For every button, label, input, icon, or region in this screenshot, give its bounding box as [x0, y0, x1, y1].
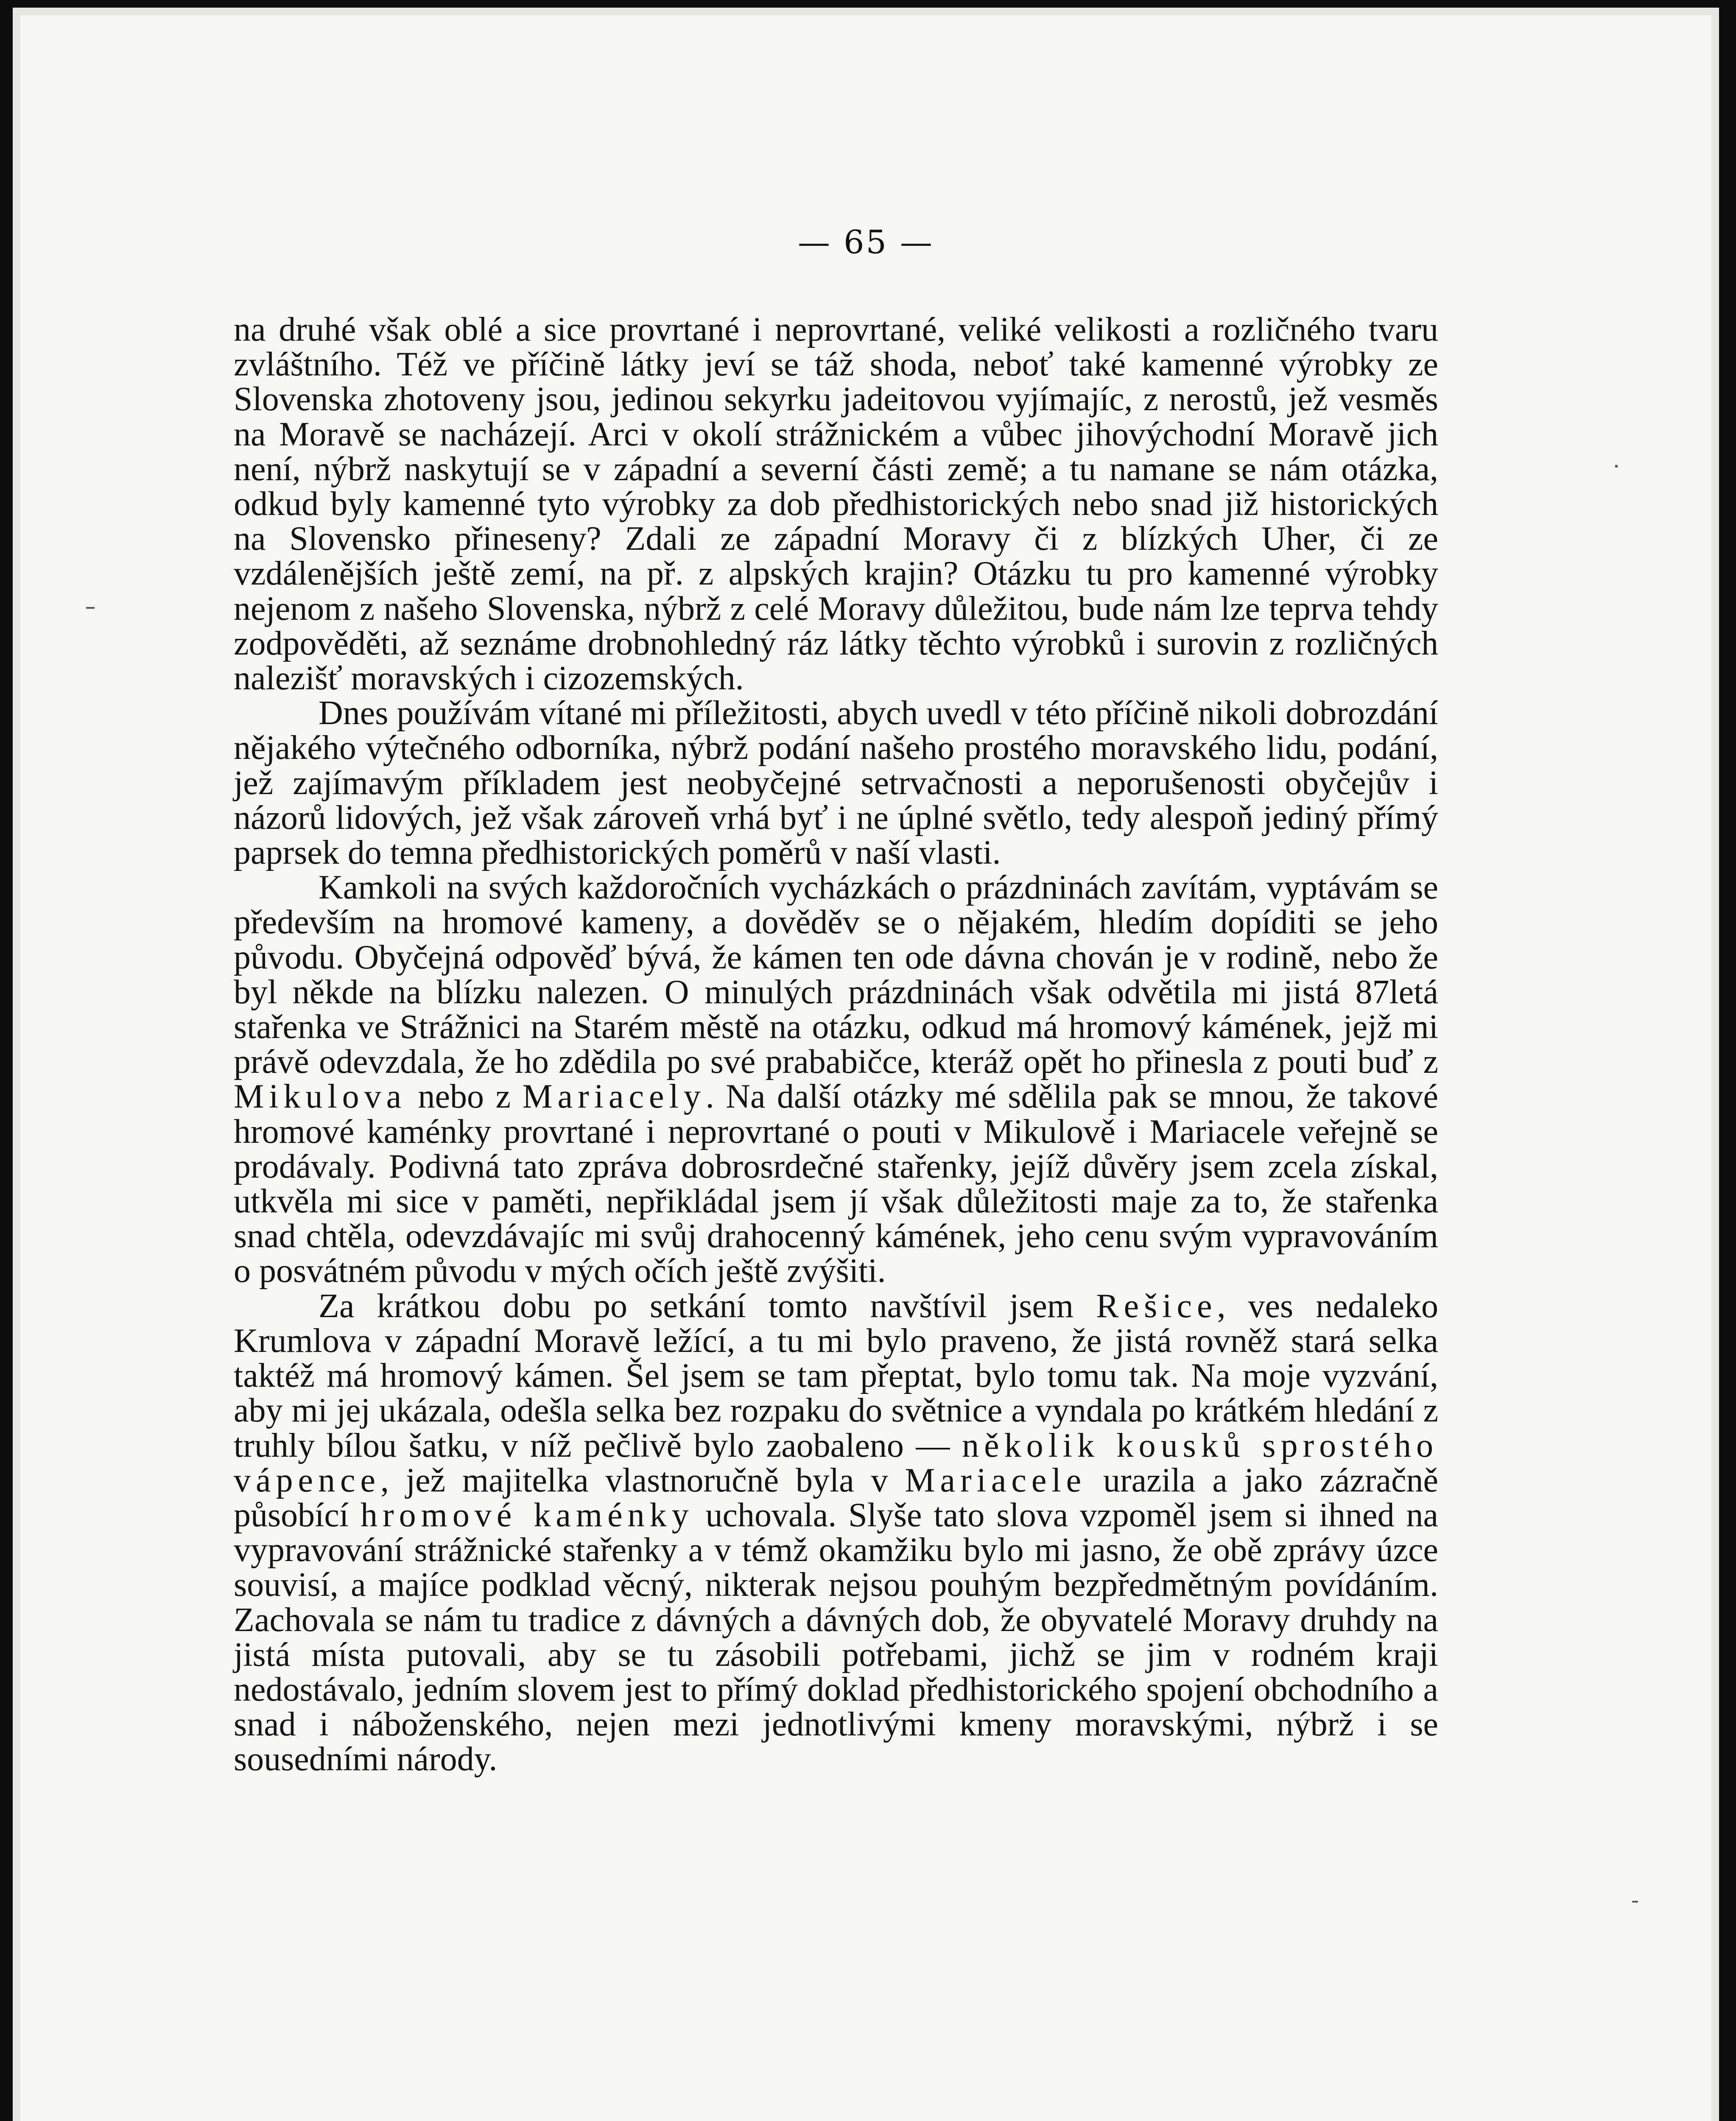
paragraph-3-text: Kamkoli na svých každoročních vycházkách o prázdninách zavítám, vyptávám se především na hromové kameny, a dověděv se o nějakém, hledím dopíditi se jeho původu. Obyčejná odpověď bývá, že kámen ten ode dávna chován je v rodině, nebo že byl někde na blízku nalezen. O minulých prázdninách však odvětila mi jistá 87letá stařenka ve Strážnici na Starém městě na otázku, odkud má hromový kámének, jejž mi právě odevzdala, že ho zdědila po své prababičce, kteráž opět ho přinesla z pouti buď z: [234, 869, 1438, 1081]
paragraph-3: [234, 870, 1438, 1288]
book-page: [13, 8, 1719, 2121]
paragraph-4-text: urazila a jako zázračně působící: [234, 1461, 1438, 1534]
place-name-mariacele: Mariacele: [905, 1461, 1087, 1499]
margin-speck: [1615, 465, 1618, 467]
paragraph-4-text: , ves nedaleko Krumlova v západní Moravě ležící, a tu mi bylo praveno, že jistá rovněž stará selka taktéž má hromový kámen. Šel jsem se tam přeptat, bylo tomu tak. Na moje vyzvání, aby mi jej ukázala, odešla selka bez rozpaku do světnice a vyndala po krátkém hledání z truhly bílou šatku, v níž pečlivě bylo zaobaleno —: [234, 1287, 1439, 1464]
paragraph-4-text: , jež majitelka vlastnoručně byla v: [380, 1461, 905, 1499]
paragraph-1: na druhé však oblé a sice provrtané i neprovrtané, veliké velikosti a rozličného tvaru zvláštního. Též ve příčině látky jeví se táž shoda, neboť také kamenné výrobky ze Slovenska zhotoveny jsou, jedinou sekyrku jadeitovou vyjímajíc, z nerostů, jež vesměs na Moravě se nacházejí. Arci v okolí strážnickém a vůbec jihovýchodní Moravě jich není, nýbrž naskytují se v západní a severní části země; a tu namane se nám otázka, odkud byly kamenné tyto výrobky za dob předhistorických nebo snad již historických na Slovensko přineseny? Zdali ze západní Moravy či z blízkých Uher, či ze vzdálenějších ještě zemí, na př. z alpských krajin? Otázku tu pro kamenné výrobky nejenom z našeho Slovenska, nýbrž z celé Moravy důležitou, bude nám lze teprva tehdy zodpověděti, až seznáme drobnohledný ráz látky těchto výrobků i surovin z rozličných nalezišť moravských i cizozemských.: [234, 311, 1438, 697]
emphasis-limestone-pieces: několik kousků sprostého vápence: [234, 1427, 1439, 1499]
paragraph-4-text: uchovala. Slyše tato slova vzpoměl jsem si ihned na vypravování strážnické stařenky a v témž okamžiku bylo mi jasno, že obě zprávy úzce souvisí, a majíce podklad věcný, nikterak nejsou pouhým bezpředmětným povídáním. Zachovala se nám tu tradice z dávných a dávných dob, že obyvatelé Moravy druhdy na jistá místa putovali, aby se tu zásobili potřebami, jichž se jim v rodném kraji nedostávalo, jedním slovem jest to přímý doklad předhistorického spojení obchodního a snad i náboženského, nejen mezi jednotlivými kmeny moravskými, nýbrž i se sousedními národy.: [234, 1496, 1439, 1778]
place-name-mariacely: Mariacely: [522, 1078, 706, 1116]
body-text: [234, 312, 1438, 1777]
margin-speck: [1632, 1901, 1638, 1903]
paragraph-3-text: nebo z: [406, 1078, 523, 1116]
place-name-mikulov: Mikulova: [234, 1078, 407, 1116]
margin-speck: [86, 607, 95, 609]
emphasis-thunder-stones: hromové kaménky: [361, 1496, 694, 1534]
page-number: — 65 —: [797, 223, 934, 261]
paragraph-4-text: Za krátkou dobu po setkání tomto navštívil jsem: [319, 1287, 1096, 1325]
place-name-resice: Rešice: [1096, 1287, 1217, 1325]
paragraph-2: Dnes používám vítané mi příležitosti, abych uvedl v této příčině nikoli dobrozdání nějakého výtečného odborníka, nýbrž podání našeho prostého moravského lidu, podání, jež zajímavým příkladem jest neobyčejné setrvačnosti a neporušenosti obyčejův i názorů lidových, jež však zároveň vrhá byť i ne úplné světlo, tedy alespoň jediný přímý paprsek do temna předhistorických poměrů v naší vlasti.: [234, 694, 1438, 872]
paragraph-4: [234, 1289, 1438, 1777]
paragraph-3-text: . Na další otázky mé sdělila pak se mnou, že takové hromové kaménky provrtané i neprovrtané o pouti v Mikulově i Mariacele veřejně se prodávaly. Podivná tato zpráva dobrosrdečné stařenky, jejíž důvěry jsem zcela získal, utkvěla mi sice v paměti, nepřikládal jsem jí však důležitosti maje za to, že stařenka snad chtěla, odevzdávajíc mi svůj drahocenný kámének, jeho cenu svým vypravováním o posvátném původu v mých očích ještě zvýšiti.: [234, 1078, 1439, 1290]
